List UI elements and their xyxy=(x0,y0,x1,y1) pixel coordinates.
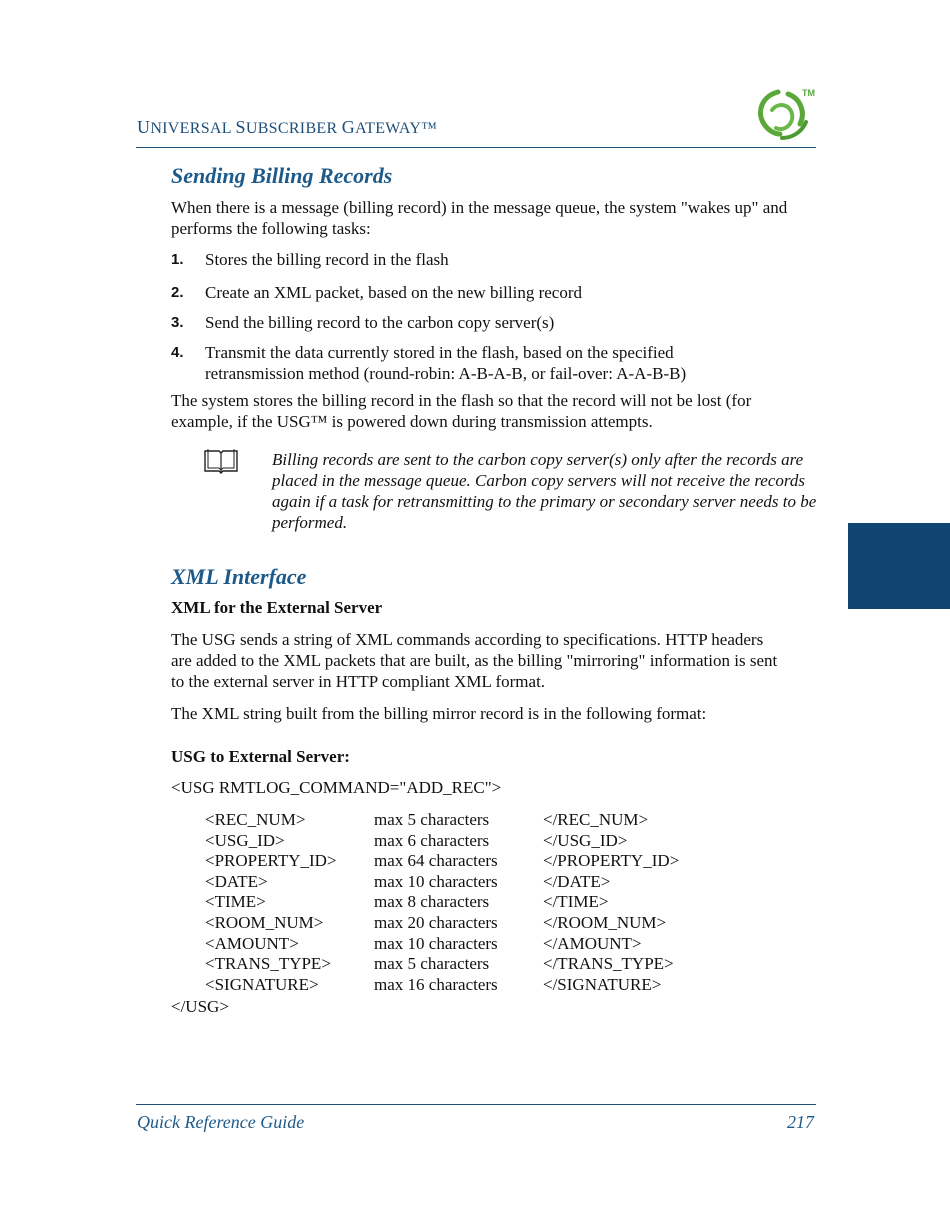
step-number: 2. xyxy=(171,284,184,301)
xml-field-table: <REC_NUM> max 5 characters </REC_NUM> <USG_ID> max 6 characters </USG_ID> <PROPERTY_ID> max 64 characters </PROPERTY_ID> <DATE> max 10 characters </DATE> <TIME> max 8 characters </TIME> <ROOM_NUM> max 20 characters </ROOM_NUM> <AMOUNT> max 10 characters </AMOUNT> <TRANS_TYPE> max 5 characters </TRANS_TYPE> <SIGNATURE> max 16 characters </SIGNATURE> xyxy=(205,810,680,994)
xml-close-tag: </USG> xyxy=(171,997,229,1016)
footer-rule xyxy=(136,1104,816,1105)
step-number: 1. xyxy=(171,251,184,268)
xml-label: USG to External Server: xyxy=(171,747,350,766)
step-text: Create an XML packet, based on the new billing record xyxy=(205,283,583,302)
xml-open-tag: <USG RMTLOG_COMMAND="ADD_REC"> xyxy=(171,778,502,797)
logo-tm: TM xyxy=(802,88,815,98)
xml-paragraph-2: The XML string built from the billing mirror record is in the following format: xyxy=(171,704,707,723)
step-number: 3. xyxy=(171,314,184,331)
subheading-external-server: XML for the External Server xyxy=(171,598,383,617)
note-text: Billing records are sent to the carbon copy server(s) only after the records are placed in the message queue. Carbon copy servers will not receive the records again if a task for retransmitting to the primary or secondary server needs to be performed. xyxy=(272,450,817,532)
xml-paragraph-1: The USG sends a string of XML commands according to specifications. HTTP headers are added to the XML packets that are built, as the billing "mirroring" information is sent to the external server in HTTP compliant XML format. xyxy=(171,630,778,691)
section-heading-xml: XML Interface xyxy=(171,564,307,589)
running-header: UNIVERSAL SUBSCRIBER GATEWAY™ xyxy=(137,117,438,137)
step-number: 4. xyxy=(171,344,184,361)
footer-guide-title: Quick Reference Guide xyxy=(137,1112,305,1132)
chapter-tab xyxy=(848,523,950,609)
header-rule xyxy=(136,147,816,148)
company-logo-icon xyxy=(748,84,820,146)
step-text: Transmit the data currently stored in the flash, based on the specified retransmission method (round-robin: A-B-A-B, or fail-over: A-A-B-B) xyxy=(205,343,687,383)
storage-paragraph: The system stores the billing record in the flash so that the record will not be lost (for example, if the USG™ is powered down during transmission attempts. xyxy=(171,391,752,431)
intro-paragraph: When there is a message (billing record) in the message queue, the system "wakes up" and performs the following tasks: xyxy=(171,198,788,238)
step-text: Send the billing record to the carbon copy server(s) xyxy=(205,313,555,332)
book-icon xyxy=(203,447,239,475)
page-number: 217 xyxy=(787,1112,814,1132)
step-text: Stores the billing record in the flash xyxy=(205,250,449,269)
section-heading-billing: Sending Billing Records xyxy=(171,163,393,188)
